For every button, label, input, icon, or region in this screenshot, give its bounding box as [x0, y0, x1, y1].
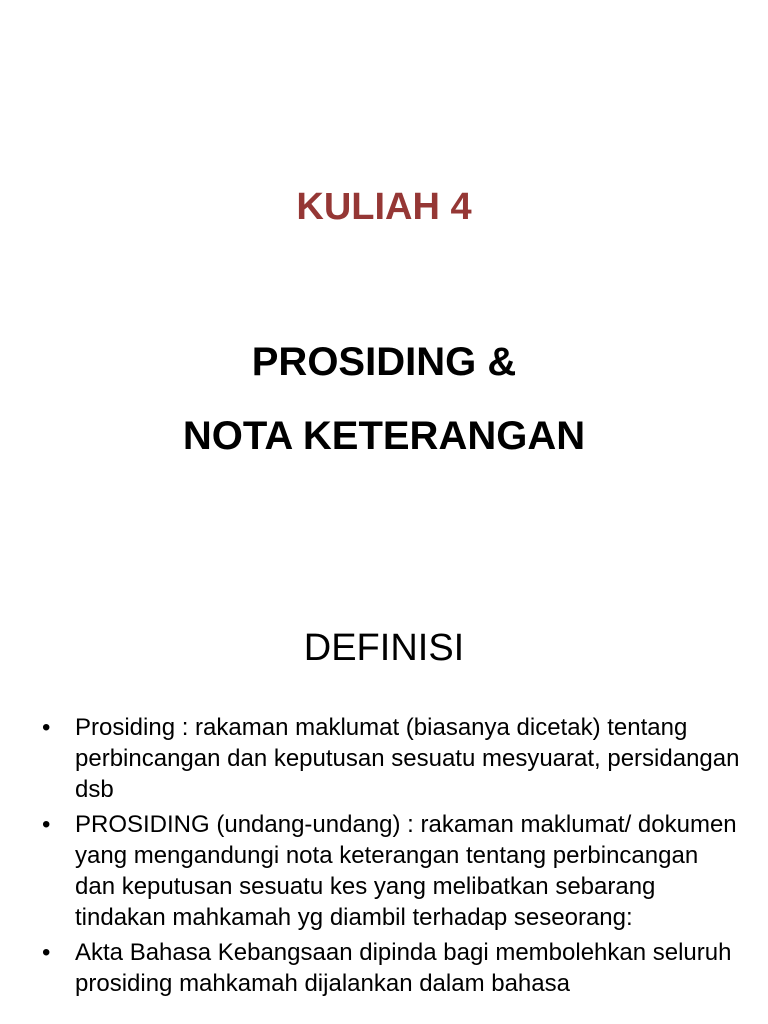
definition-item: [40, 809, 740, 933]
definition-text: PROSIDING (undang-undang) : rakaman maklumat/ dokumen yang mengandungi nota keterangan tentang perbincangan dan keputusan sesuatu kes yang melibatkan sebarang tindakan mahkamah yg diambil terhadap seseorang:: [75, 811, 737, 931]
definition-item: [40, 712, 740, 805]
bullet-icon: •: [42, 939, 51, 966]
bullet-icon: •: [42, 811, 51, 838]
lecture-heading: KULIAH 4: [296, 186, 472, 228]
bullet-icon: •: [42, 714, 51, 741]
title-line-1: PROSIDING &: [251, 340, 517, 384]
definition-text: Akta Bahasa Kebangsaan dipinda bagi membolehkan seluruh prosiding mahkamah dijalankan dalam bahasa: [75, 939, 732, 997]
definition-text: Prosiding : rakaman maklumat (biasanya dicetak) tentang perbincangan dan keputusan sesuatu mesyuarat, persidangan dsb: [75, 714, 740, 803]
definition-item: [40, 937, 740, 999]
title-line-2: NOTA KETERANGAN: [182, 414, 586, 458]
section-subtitle: DEFINISI: [303, 627, 465, 669]
definition-list: [40, 712, 740, 1003]
